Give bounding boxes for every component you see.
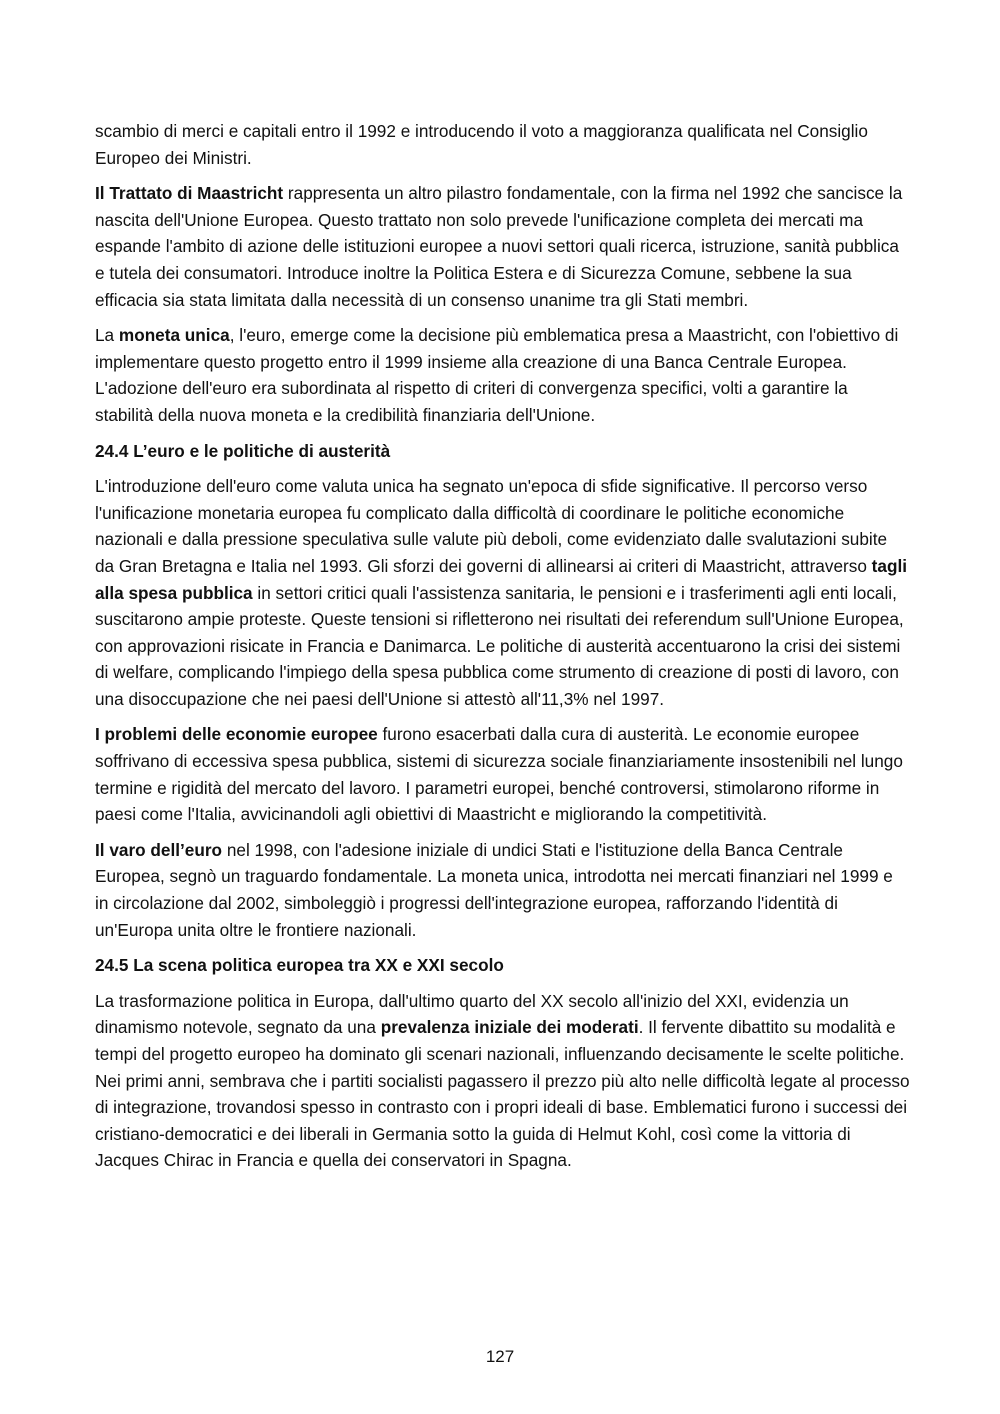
paragraph-1 — [95, 118, 910, 171]
paragraph-introduzione-euro — [95, 473, 910, 712]
bold-phrase: Il Trattato di Maastricht — [95, 183, 284, 204]
paragraph-text: , l'euro, emerge come la decisione più emblematica presa a Maastricht, con l'obiettivo di implementare questo progetto entro il 1999 insieme alla creazione di una Banca Centrale Europea. L'adozione dell'euro era subordinata al rispetto di criteri di convergenza specifici, volti a garantire la stabilità della nuova moneta e la credibilità finanziaria dell'Unione. — [95, 325, 899, 425]
bold-phrase: I problemi delle economie europee — [95, 724, 378, 745]
paragraph-maastricht — [95, 180, 910, 313]
paragraph-text: scambio di merci e capitali entro il 1992 e introducendo il voto a maggioranza qualificata nel Consiglio Europeo dei Ministri. — [95, 121, 868, 168]
paragraph-text: La trasformazione politica in Europa, dall'ultimo quarto del XX secolo all'inizio del XXI, evidenzia un dinamismo notevole, segnato da una — [95, 990, 849, 1038]
paragraph-moneta-unica — [95, 322, 910, 428]
paragraph-scena-politica — [95, 988, 910, 1174]
section-heading-24-4: 24.4 L’euro e le politiche di austerità — [95, 440, 391, 461]
paragraph-text: . Il fervente dibattito su modalità e tempi del progetto europeo ha dominato gli scenari nazionali, influenzando decisamente le scelte politiche. Nei primi anni, sembrava che i partiti socialisti pagassero il prezzo più alto nelle difficoltà legate al processo di integrazione, trovandosi spesso in contrasto con i propri ideali di base. Emblematici furono i successi dei cristiano-democratici e dei liberali in Germania sotto la guida di Helmut Kohl, così come la vittoria di Jacques Chirac in Francia e quella dei conservatori in Spagna. — [95, 1017, 910, 1171]
paragraph-text: L'introduzione dell'euro come valuta unica ha segnato un'epoca di sfide significative. Il percorso verso l'unificazione monetaria europea fu complicato dalla difficoltà di coordinare le politiche economiche nazionali e dalla pressione speculativa sulle valute più deboli, come evidenziato dalle svalutazioni subite da Gran Bretagna e Italia nel 1993. Gli sforzi dei governi di allinearsi ai criteri di Maastricht, attraverso — [95, 476, 888, 576]
bold-phrase: moneta unica — [118, 325, 230, 346]
section-heading-24-5: 24.5 La scena politica europea tra XX e XXI secolo — [95, 955, 504, 976]
bold-phrase: Il varo dell’euro — [95, 839, 223, 860]
paragraph-text: rappresenta un altro pilastro fondamentale, con la firma nel 1992 che sancisce la nascita dell'Unione Europea. Questo trattato non solo prevede l'unificazione completa dei mercati ma espande l'ambito di azione delle istituzioni europee a nuovi settori quali ricerca, istruzione, sanità pubblica e tutela dei consumatori. Introduce inoltre la Politica Estera e di Sicurezza Comune, sebbene la sua efficacia sia stata limitata dalla necessità di un consenso unanime tra gli Stati membri. — [95, 183, 903, 310]
paragraph-text: nel 1998, con l'adesione iniziale di undici Stati e l'istituzione della Banca Centrale Europea, segnò un traguardo fondamentale. La moneta unica, introdotta nei mercati finanziari nel 1999 e in circolazione dal 2002, simboleggiò i progressi dell'integrazione europea, rafforzando l'identità di un'Europa unita oltre le frontiere nazionali. — [95, 839, 893, 940]
bold-phrase: prevalenza iniziale dei moderati — [380, 1017, 639, 1038]
bold-phrase: tagli alla spesa pubblica — [95, 555, 908, 603]
paragraph-text: furono esacerbati dalla cura di austerità. Le economie europee soffrivano di eccessiva spesa pubblica, sistemi di sicurezza sociale finanziariamente insostenibili nel lungo termine e rigidità del mercato del lavoro. I parametri europei, benché controversi, stimolarono riforme in paesi come l'Italia, avvicinandoli agli obiettivi di Maastricht e migliorando la competitività. — [95, 724, 903, 825]
paragraph-text: La — [95, 325, 119, 346]
paragraph-text: in settori critici quali l'assistenza sanitaria, le pensioni e i trasferimenti agli enti locali, suscitarono ampie proteste. Queste tensioni si rifletterono nei risultati dei referendum sull'Unione Europea, con approvazioni risicate in Francia e Danimarca. Le politiche di austerità accentuarono la crisi dei sistemi di welfare, complicando l'impiego della spesa pubblica come strumento di creazione di posti di lavoro, con una disoccupazione che nei paesi dell'Unione si attestò all'11,3% nel 1997. — [95, 582, 904, 709]
paragraph-problemi-economie — [95, 721, 910, 827]
page-body — [95, 118, 910, 1183]
page-number: 127 — [485, 1347, 515, 1366]
paragraph-varo-euro — [95, 837, 910, 943]
